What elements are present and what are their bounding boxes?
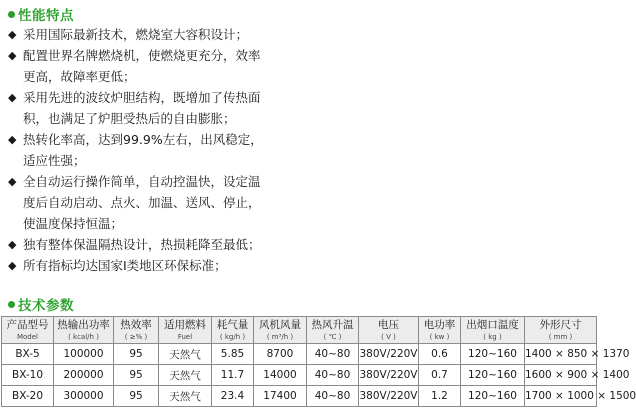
features-list (8, 24, 593, 276)
table-cell: BX-5 (2, 344, 54, 365)
table-cell: 1600 × 900 × 1400 (525, 365, 597, 386)
column-header-label: 产品型号 (6, 318, 49, 331)
diamond-bullet-icon: ◆ (8, 28, 17, 41)
column-header (159, 317, 212, 344)
feature-line (8, 213, 593, 234)
column-header-label: 适用燃料 (164, 318, 206, 331)
table-row (2, 386, 597, 407)
diamond-bullet-icon: ◆ (8, 91, 17, 104)
feature-line (8, 45, 593, 66)
table-cell: 0.6 (419, 344, 461, 365)
table-cell: 17400 (254, 386, 307, 407)
table-cell: 23.4 (212, 386, 254, 407)
feature-line (8, 234, 593, 255)
column-header (114, 317, 159, 344)
column-header (54, 317, 114, 344)
green-dot-icon (8, 11, 15, 18)
column-header-unit: ( kg/h ) (219, 332, 246, 341)
column-header (359, 317, 419, 344)
feature-line (8, 192, 593, 213)
diamond-bullet-icon: ◆ (8, 238, 17, 251)
column-header-label: 出烟口温度 (466, 318, 519, 331)
table-cell: 40~80 (307, 365, 359, 386)
table-cell: 95 (114, 344, 159, 365)
column-header (2, 317, 54, 344)
column-header-label: 热效率 (120, 318, 152, 331)
table-cell: 11.7 (212, 365, 254, 386)
feature-text: 更高，故障率更低； (23, 69, 136, 84)
feature-text: 所有指标均达国家Ⅰ类地区环保标准； (23, 258, 227, 273)
feature-line (8, 129, 593, 150)
column-header-label: 风机风量 (259, 318, 301, 331)
table-cell: 40~80 (307, 344, 359, 365)
table-cell: 120~160 (461, 365, 525, 386)
column-header-label: 热输出功率 (57, 318, 110, 331)
table-header-row (2, 317, 597, 344)
feature-text: 采用国际最新技术，燃烧室大容积设计； (23, 27, 249, 42)
table-cell: 1.2 (419, 386, 461, 407)
table-row (2, 365, 597, 386)
column-header-label: 电压 (378, 318, 399, 331)
table-cell: 95 (114, 386, 159, 407)
column-header-label: 外形尺寸 (539, 318, 582, 331)
column-header-unit: ( ℃ ) (323, 332, 342, 341)
feature-line (8, 24, 593, 45)
table-cell: 380V/220V (359, 365, 419, 386)
feature-text: 适应性强； (23, 153, 86, 168)
feature-text: 配置世界名牌燃烧机，使燃烧更充分，效率 (23, 48, 261, 63)
feature-text: 使温度保持恒温； (23, 216, 124, 231)
feature-line (8, 87, 593, 108)
diamond-bullet-icon: ◆ (8, 49, 17, 62)
feature-text: 积，也满足了炉胆受热后的自由膨胀； (23, 111, 236, 126)
table-cell: 5.85 (212, 344, 254, 365)
table-cell: 40~80 (307, 386, 359, 407)
feature-line (8, 108, 593, 129)
diamond-bullet-icon: ◆ (8, 259, 17, 272)
table-cell: 0.7 (419, 365, 461, 386)
table-cell: 1400 × 850 × 1370 (525, 344, 597, 365)
feature-line (8, 66, 593, 87)
table-cell: 300000 (54, 386, 114, 407)
feature-text: 热转化率高，达到99.9%左右，出风稳定， (23, 132, 263, 147)
features-heading (8, 4, 74, 24)
table-row (2, 344, 597, 365)
column-header-unit: Model (16, 332, 39, 341)
table-cell: 天然气 (159, 344, 212, 365)
table-cell: 14000 (254, 365, 307, 386)
column-header-label: 电功率 (423, 318, 456, 331)
column-header-unit: ( kcal/h ) (68, 332, 99, 341)
feature-line (8, 255, 593, 276)
feature-line (8, 171, 593, 192)
column-header-unit: ( kw ) (429, 332, 450, 341)
column-header-unit: ( ≥% ) (124, 332, 148, 341)
table-cell: 380V/220V (359, 386, 419, 407)
table-cell: 95 (114, 365, 159, 386)
specs-heading (8, 294, 74, 314)
column-header-label: 耗气量 (216, 318, 249, 331)
column-header-unit: ( m³/h ) (266, 332, 294, 341)
table-cell: 天然气 (159, 386, 212, 407)
table-cell: 1700 × 1000 × 1500 (525, 386, 597, 407)
diamond-bullet-icon: ◆ (8, 175, 17, 188)
column-header (212, 317, 254, 344)
column-header (307, 317, 359, 344)
specs-title: 技术参数 (18, 298, 74, 314)
table-cell: 100000 (54, 344, 114, 365)
feature-text: 采用先进的波纹炉胆结构，既增加了传热面 (23, 90, 261, 105)
green-dot-icon (8, 301, 15, 308)
column-header (419, 317, 461, 344)
table-cell: 200000 (54, 365, 114, 386)
column-header-unit: ( mm ) (548, 332, 573, 341)
table-cell: 天然气 (159, 365, 212, 386)
feature-text: 度后自动启动、点火、加温、送风、停止， (23, 195, 261, 210)
feature-text: 独有整体保温隔热设计，热损耗降至最低； (23, 237, 261, 252)
column-header (254, 317, 307, 344)
feature-text: 全自动运行操作简单，自动控温快，设定温 (23, 174, 261, 189)
table-cell: 8700 (254, 344, 307, 365)
column-header (525, 317, 597, 344)
column-header (461, 317, 525, 344)
table-cell: 120~160 (461, 386, 525, 407)
feature-line (8, 150, 593, 171)
column-header-unit: ( kg ) (483, 332, 502, 341)
table-cell: 380V/220V (359, 344, 419, 365)
diamond-bullet-icon: ◆ (8, 133, 17, 146)
table-cell: 120~160 (461, 344, 525, 365)
column-header-label: 热风升温 (311, 318, 354, 331)
column-header-unit: ( V ) (381, 332, 396, 341)
table-cell: BX-10 (2, 365, 54, 386)
features-title: 性能特点 (18, 8, 74, 24)
spec-table (1, 316, 636, 407)
column-header-unit: Fuel (177, 332, 193, 341)
table-cell: BX-20 (2, 386, 54, 407)
